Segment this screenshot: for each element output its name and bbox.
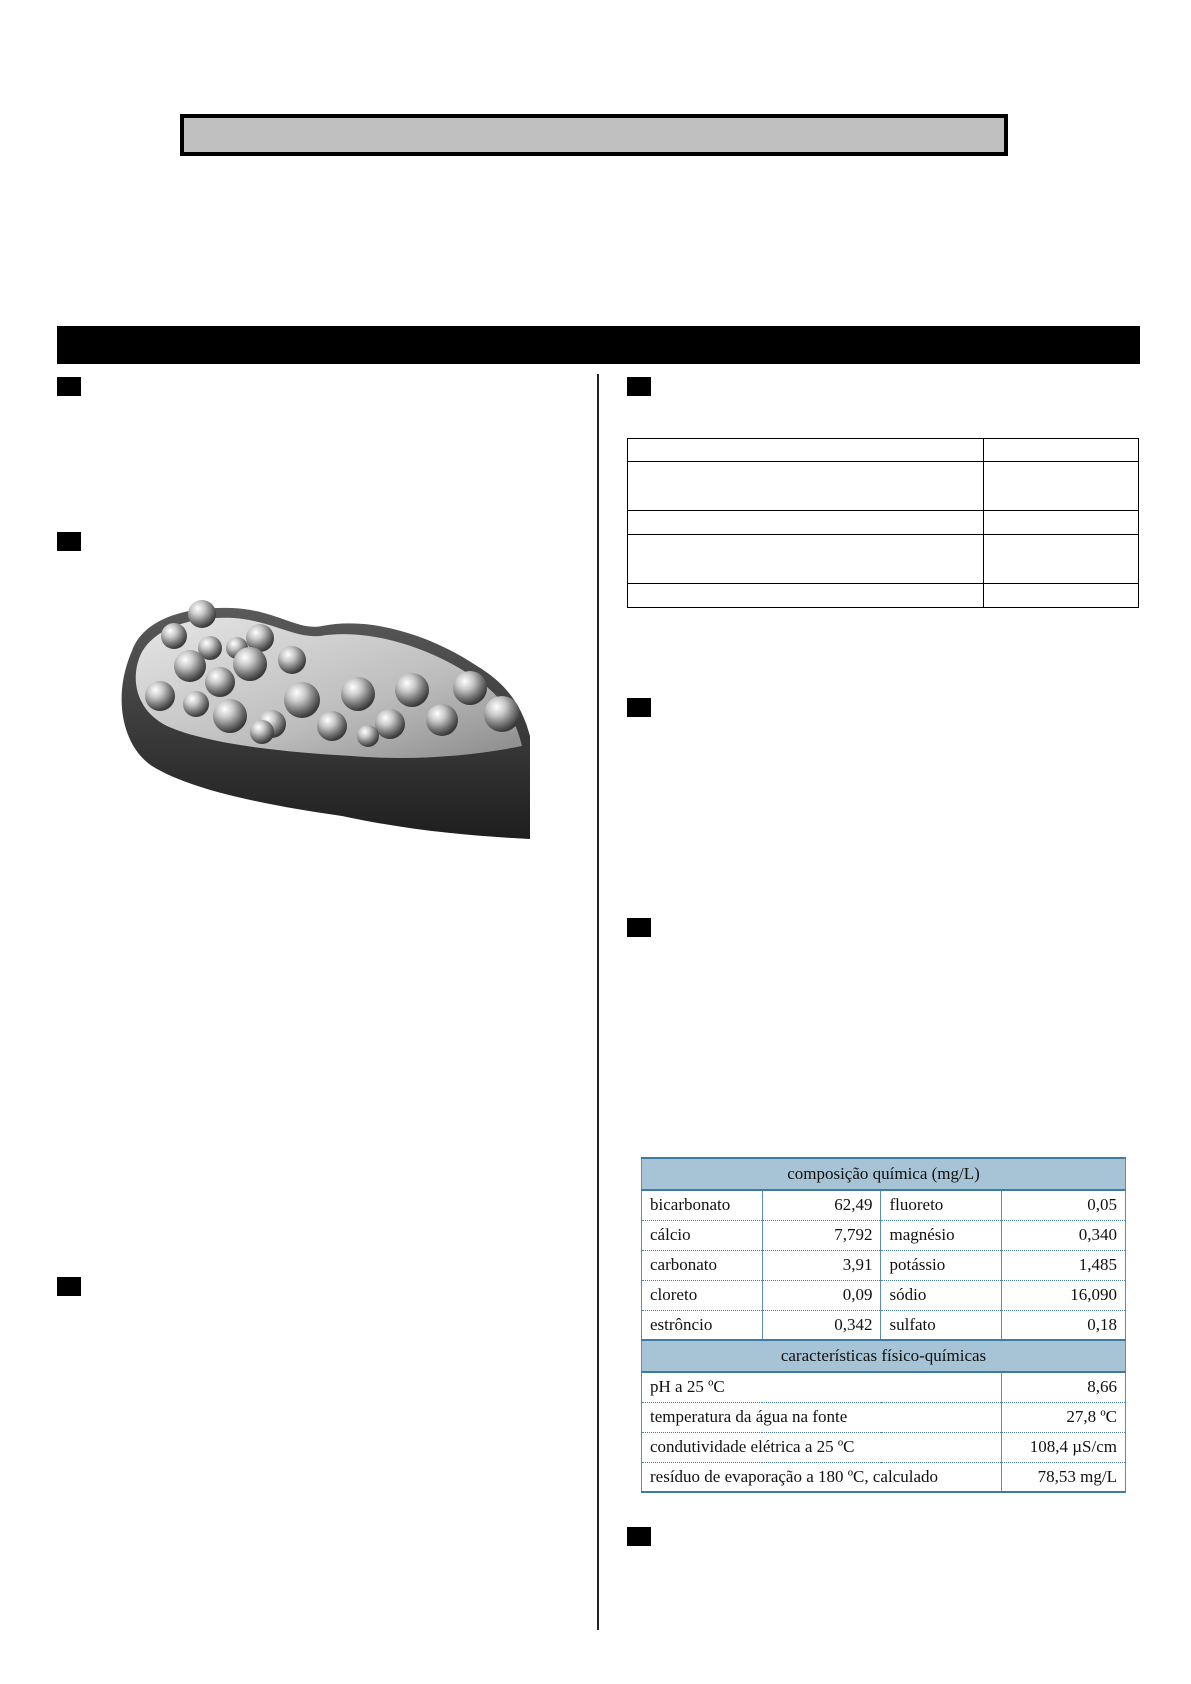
question-marker — [57, 1277, 81, 1296]
table-row — [642, 1432, 1126, 1462]
table-row — [642, 1280, 1126, 1310]
property-value: 27,8 ºC — [1002, 1402, 1126, 1432]
property-value: 108,4 µS/cm — [1002, 1432, 1126, 1462]
component-value: 16,090 — [1002, 1280, 1126, 1310]
table-row — [642, 1190, 1126, 1220]
component-value: 3,91 — [762, 1250, 881, 1280]
component-name: sódio — [881, 1280, 1002, 1310]
blank-cell — [628, 439, 984, 462]
component-name: bicarbonato — [642, 1190, 763, 1220]
component-value: 0,340 — [1002, 1220, 1126, 1250]
blank-cell — [984, 462, 1139, 511]
table-row — [642, 1250, 1126, 1280]
component-name: carbonato — [642, 1250, 763, 1280]
component-name: estrôncio — [642, 1310, 763, 1340]
question-marker — [57, 377, 81, 396]
blank-cell — [628, 535, 984, 584]
component-value: 7,792 — [762, 1220, 881, 1250]
component-value: 0,18 — [1002, 1310, 1126, 1340]
component-value: 1,485 — [1002, 1250, 1126, 1280]
component-value: 0,09 — [762, 1280, 881, 1310]
question-marker — [627, 1527, 651, 1546]
property-value: 78,53 mg/L — [1002, 1462, 1126, 1492]
component-name: potássio — [881, 1250, 1002, 1280]
component-value: 62,49 — [762, 1190, 881, 1220]
component-value: 0,05 — [1002, 1190, 1126, 1220]
blank-cell — [984, 584, 1139, 608]
question-marker — [627, 377, 651, 396]
blank-cell — [628, 511, 984, 535]
question-marker — [627, 918, 651, 937]
table-row — [642, 1310, 1126, 1340]
section-header-bar — [57, 326, 1140, 364]
physchem-header: características físico-químicas — [642, 1340, 1126, 1372]
component-name: fluoreto — [881, 1190, 1002, 1220]
component-name: cloreto — [642, 1280, 763, 1310]
component-value: 0,342 — [762, 1310, 881, 1340]
component-name: magnésio — [881, 1220, 1002, 1250]
blank-table — [627, 438, 1139, 608]
component-name: sulfato — [881, 1310, 1002, 1340]
table-row — [642, 1462, 1126, 1492]
table-row — [642, 1372, 1126, 1402]
table-row — [642, 1402, 1126, 1432]
question-marker — [627, 698, 651, 717]
question-marker — [57, 532, 81, 551]
property-label: pH a 25 ºC — [642, 1372, 1002, 1402]
title-box — [180, 114, 1008, 156]
composition-header: composição química (mg/L) — [642, 1158, 1126, 1190]
table-row — [642, 1220, 1126, 1250]
blank-cell — [628, 462, 984, 511]
column-divider — [597, 374, 599, 1630]
property-label: condutividade elétrica a 25 ºC — [642, 1432, 1002, 1462]
property-label: temperatura da água na fonte — [642, 1402, 1002, 1432]
blank-cell — [984, 535, 1139, 584]
blank-cell — [984, 439, 1139, 462]
mineral-water-table — [641, 1157, 1126, 1493]
blank-cell — [628, 584, 984, 608]
blank-cell — [984, 511, 1139, 535]
component-name: cálcio — [642, 1220, 763, 1250]
property-value: 8,66 — [1002, 1372, 1126, 1402]
oyster-pearls-image — [112, 596, 530, 839]
property-label: resíduo de evaporação a 180 ºC, calculado — [642, 1462, 1002, 1492]
